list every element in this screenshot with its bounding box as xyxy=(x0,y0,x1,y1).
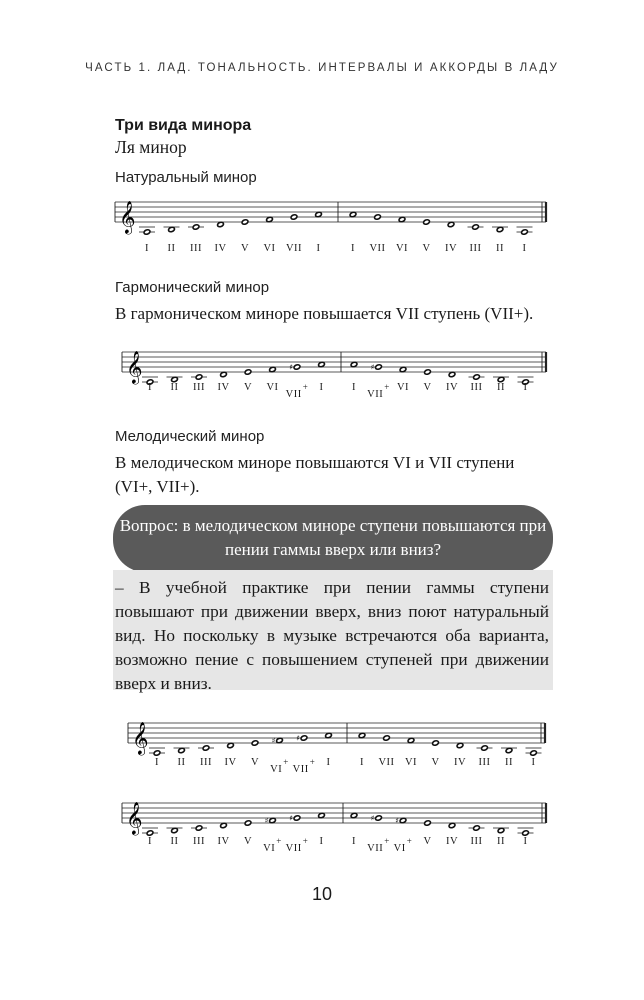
degree-label: II xyxy=(505,757,513,768)
degree-label: VII+ xyxy=(367,836,390,854)
degree-label: I xyxy=(148,836,152,847)
degree-label: VII+ xyxy=(285,836,309,854)
degree-label: I xyxy=(319,382,324,393)
degree-label: III xyxy=(470,382,483,393)
degree-label: III xyxy=(200,757,212,768)
degree-label: V xyxy=(422,243,431,254)
raised-degree-mark: + xyxy=(276,836,282,846)
treble-clef-icon: 𝄞 xyxy=(119,200,136,234)
degree-label: II xyxy=(170,836,179,847)
degree-label: VI xyxy=(396,382,410,393)
degree-label: III xyxy=(190,243,202,254)
degree-label: II xyxy=(177,757,186,768)
whole-note xyxy=(473,825,480,831)
section-subtitle: Ля минор xyxy=(115,137,187,157)
treble-clef-icon: 𝄞 xyxy=(126,350,143,384)
degree-label: I xyxy=(155,757,159,768)
degree-label: II xyxy=(170,382,179,393)
degree-label: I xyxy=(352,382,356,393)
degree-label: IV xyxy=(214,243,227,254)
sharp-icon: ♯ xyxy=(296,733,300,743)
degree-label: III xyxy=(478,757,491,768)
sharp-icon: ♯ xyxy=(271,735,276,745)
melodic-minor-text: В мелодическом миноре повышаются VI и VII ступени (VI+, VII+). xyxy=(115,453,515,496)
degree-label: III xyxy=(193,382,205,393)
degree-label: VII+ xyxy=(292,757,316,775)
degree-label: I xyxy=(523,382,528,393)
degree-label: III xyxy=(469,243,482,254)
degree-label: IV xyxy=(224,757,237,768)
harmonic-minor-label: Гармонический минор xyxy=(115,279,270,296)
raised-degree-mark: + xyxy=(406,836,413,846)
degree-label: IV xyxy=(445,836,459,847)
degree-label: VII xyxy=(285,243,303,254)
degree-label: VI+ xyxy=(263,836,282,854)
raised-degree-mark: + xyxy=(302,836,309,846)
page-number: 10 xyxy=(311,884,333,904)
whole-note xyxy=(424,820,431,826)
treble-clef-icon: 𝄞 xyxy=(126,801,143,835)
degree-label: V xyxy=(243,382,253,393)
degree-label: II xyxy=(497,836,505,847)
degree-label: II xyxy=(167,243,176,254)
degree-label: I xyxy=(522,243,527,254)
degree-label: V xyxy=(240,243,250,254)
degree-label: IV xyxy=(217,382,230,393)
whole-note xyxy=(293,815,300,821)
degree-label: III xyxy=(470,836,483,847)
degree-label: VI xyxy=(266,382,279,393)
sharp-icon: ♯ xyxy=(370,362,375,372)
degree-label: IV xyxy=(453,757,467,768)
degree-label: I xyxy=(145,243,149,254)
harmonic-minor-text: В гармоническом миноре повышается VII ступень (VII+). xyxy=(115,304,534,323)
treble-clef-icon: 𝄞 xyxy=(132,721,149,755)
degree-label: VI xyxy=(263,243,276,254)
question-box: Вопрос: в мелодическом миноре ступени повышаются при пении гаммы вверх или вниз? xyxy=(113,505,553,572)
sharp-icon: ♯ xyxy=(370,813,375,823)
raised-degree-mark: + xyxy=(384,836,390,846)
degree-label: VI xyxy=(404,757,418,768)
sharp-icon: ♯ xyxy=(264,815,269,825)
running-head: ЧАСТЬ 1. ЛАД. ТОНАЛЬНОСТЬ. ИНТЕРВАЛЫ И АККОРДЫ В ЛАДУ xyxy=(85,62,559,74)
raised-degree-mark: + xyxy=(302,382,309,392)
degree-label: I xyxy=(148,382,152,393)
degree-label: V xyxy=(431,757,440,768)
degree-label: VII xyxy=(378,757,395,768)
degree-label: III xyxy=(193,836,205,847)
melodic-minor-label: Мелодический минор xyxy=(115,428,265,445)
section-title: Три вида минора xyxy=(115,117,252,134)
degree-label: IV xyxy=(444,243,458,254)
degree-label: II xyxy=(497,382,505,393)
degree-label: I xyxy=(326,757,331,768)
degree-label: VI xyxy=(395,243,409,254)
degree-label: I xyxy=(523,836,528,847)
sharp-icon: ♯ xyxy=(289,362,293,372)
sharp-icon: ♯ xyxy=(289,813,293,823)
degree-label: IV xyxy=(445,382,459,393)
degree-label: I xyxy=(319,836,324,847)
degree-label: V xyxy=(423,382,432,393)
degree-label: V xyxy=(250,757,260,768)
degree-label: I xyxy=(316,243,321,254)
degree-label: VII+ xyxy=(367,382,390,400)
raised-degree-mark: + xyxy=(384,382,390,392)
degree-label: VI+ xyxy=(270,757,289,775)
raised-degree-mark: + xyxy=(309,757,316,767)
whole-note xyxy=(375,815,382,821)
degree-label: VI+ xyxy=(393,836,413,854)
degree-label: VII xyxy=(369,243,386,254)
degree-label: V xyxy=(243,836,253,847)
degree-label: I xyxy=(352,836,356,847)
degree-label: II xyxy=(496,243,504,254)
answer-box: – В учебной практике при пении гаммы ступени повышают при движении вверх, вниз поют натуральный вид. Но поскольку в музыке встречаются оба варианта, возможно пение с повышением ступеней при движении вверх и вниз. xyxy=(113,570,553,690)
whole-note xyxy=(195,825,202,831)
natural-minor-label: Натуральный минор xyxy=(115,169,257,186)
raised-degree-mark: + xyxy=(283,757,289,767)
degree-label: I xyxy=(360,757,364,768)
degree-label: I xyxy=(531,757,536,768)
degree-label: IV xyxy=(217,836,230,847)
degree-label: V xyxy=(423,836,432,847)
sharp-icon: ♯ xyxy=(395,815,399,825)
degree-label: I xyxy=(351,243,355,254)
degree-label: VII+ xyxy=(285,382,309,400)
whole-note xyxy=(244,820,251,826)
